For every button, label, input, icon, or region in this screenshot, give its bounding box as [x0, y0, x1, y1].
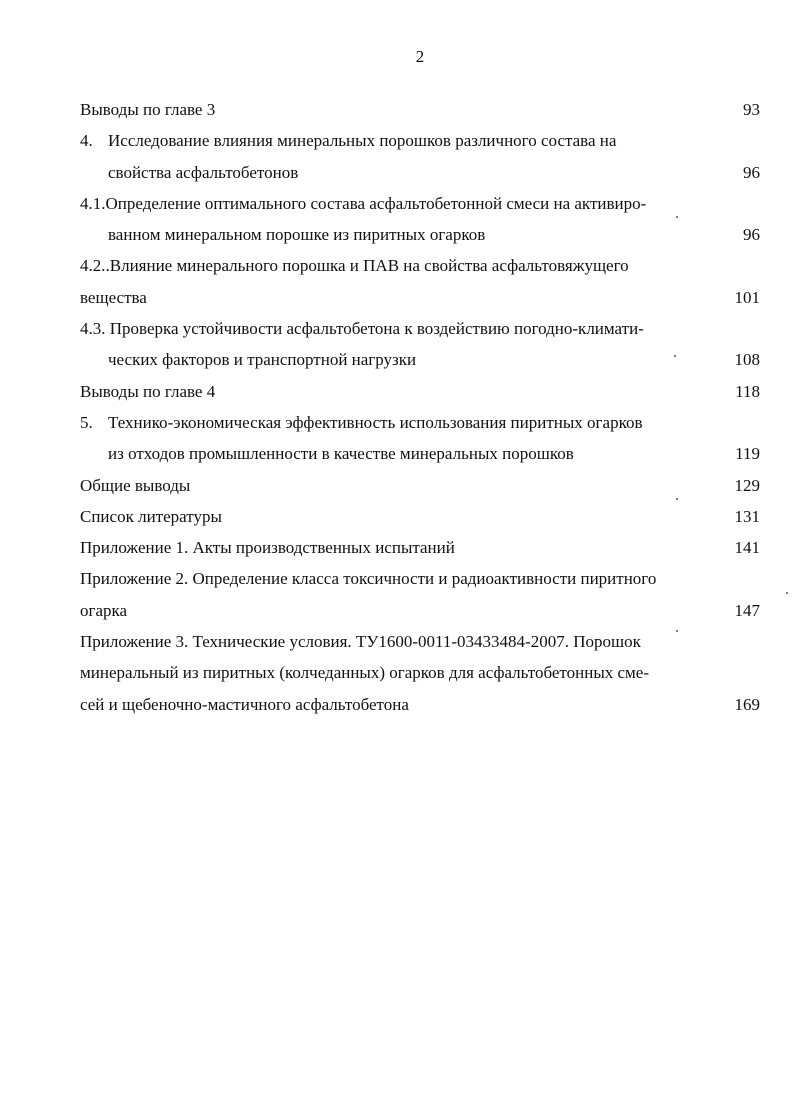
- toc-entry: [80, 94, 760, 125]
- toc-entry: [80, 250, 760, 313]
- toc-entry-title: Выводы по главе 3: [80, 100, 216, 119]
- toc-entry-title: 4.1.Определение оптимального состава асфальтобетонной смеси на активиро-: [80, 193, 647, 213]
- table-of-contents: [80, 94, 760, 720]
- toc-entry-title: Исследование влияния минеральных порошков различного состава на: [108, 131, 617, 151]
- toc-entry: [80, 626, 760, 720]
- toc-entry-title-continued: свойства асфальтобетонов: [108, 162, 299, 182]
- toc-entry: [80, 532, 760, 563]
- toc-entry-page: 93: [743, 100, 760, 119]
- scan-speck: [674, 355, 676, 357]
- toc-entry-title-continued: ческих факторов и транспортной нагрузки: [108, 350, 417, 370]
- toc-entry-title-continued: вещества: [80, 287, 147, 307]
- toc-entry-page: 131: [734, 506, 760, 526]
- toc-entry-title: Приложение 1. Акты производственных испытаний: [80, 538, 455, 558]
- toc-entry-title: 4.2..Влияние минерального порошка и ПАВ на свойства асфальтовяжущего: [80, 256, 629, 276]
- toc-entry-title-continued: ванном минеральном порошке из пиритных огарков: [108, 225, 486, 245]
- toc-entry-title: Общие выводы: [80, 475, 191, 495]
- toc-entry-page: 101: [734, 287, 760, 307]
- toc-entry-title-continued: огарка: [80, 600, 128, 620]
- toc-entry: [80, 376, 760, 407]
- toc-entry-title: Технико-экономическая эффективность использования пиритных огарков: [108, 412, 643, 432]
- toc-entry-page: 129: [734, 475, 760, 495]
- toc-entry-title: Выводы по главе 4: [80, 381, 216, 401]
- toc-entry-page: 108: [734, 350, 760, 370]
- toc-entry-title-continued: минеральный из пиритных (колчеданных) огарков для асфальтобетонных сме-: [80, 663, 650, 683]
- toc-entry: [80, 470, 760, 501]
- toc-entry-title: Приложение 3. Технические условия. ТУ1600-0011-03433484-2007. Порошок: [80, 632, 641, 652]
- toc-entry-page: 169: [734, 694, 760, 714]
- toc-entry-number: 4.: [80, 131, 93, 151]
- toc-entry: [80, 125, 760, 188]
- scan-speck: [786, 592, 788, 594]
- toc-entry: [80, 313, 760, 376]
- toc-entry-page: 118: [735, 381, 760, 401]
- toc-entry-title: Список литературы: [80, 506, 222, 526]
- page-number: 2: [415, 47, 425, 66]
- toc-entry-page: 119: [735, 444, 760, 464]
- toc-entry: [80, 563, 760, 626]
- toc-entry-page: 141: [734, 538, 760, 558]
- toc-entry-title-continued: сей и щебеночно-мастичного асфальтобетона: [80, 694, 409, 714]
- toc-entry: [80, 407, 760, 470]
- scan-speck: [676, 498, 678, 500]
- toc-entry-page: 96: [743, 225, 760, 245]
- toc-entry: [80, 188, 760, 251]
- toc-entry-page: 96: [743, 162, 760, 182]
- toc-entry-title: 4.3. Проверка устойчивости асфальтобетона к воздействию погодно-климати-: [80, 319, 644, 339]
- toc-entry-number: 5.: [80, 412, 93, 432]
- toc-entry-title: Приложение 2. Определение класса токсичности и радиоактивности пиритного: [80, 569, 657, 589]
- scan-speck: [676, 216, 678, 218]
- toc-entry-title-continued: из отходов промышленности в качестве минеральных порошков: [108, 444, 574, 464]
- scan-speck: [676, 630, 678, 632]
- toc-entry: [80, 501, 760, 532]
- toc-entry-page: 147: [734, 600, 760, 620]
